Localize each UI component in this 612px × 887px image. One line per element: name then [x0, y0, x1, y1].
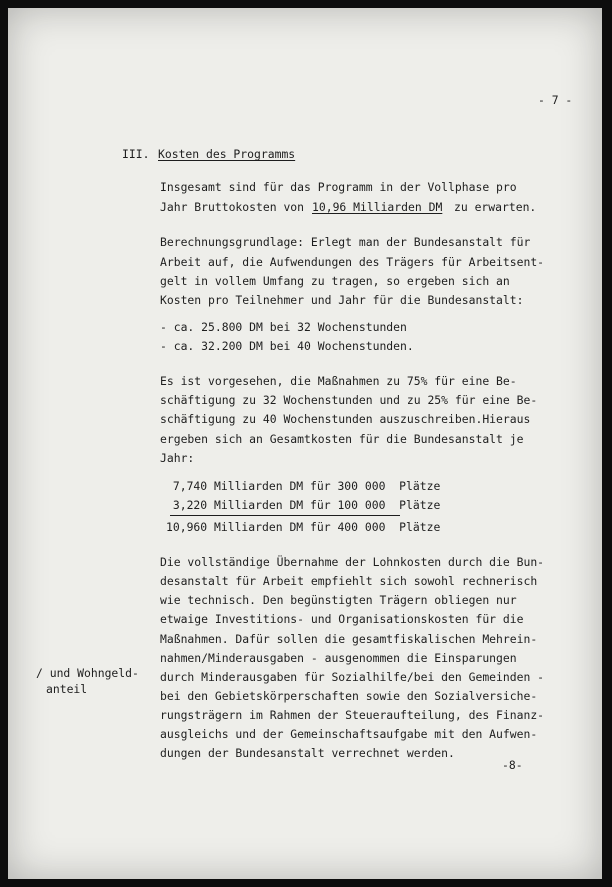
para4-line-6: nahmen/Minderausgaben - ausgenommen die Einsparungen [160, 651, 517, 665]
para3-line-1: Es ist vorgesehen, die Maßnahmen zu 75% für eine Be- [160, 374, 517, 388]
para4-line-10: ausgleichs und der Gemeinschaftsaufgabe mit den Aufwen- [160, 727, 538, 741]
total-cost-highlight: 10,96 Milliarden DM [312, 200, 443, 214]
margin-note-line-1: / und Wohngeld- [36, 666, 139, 680]
cost-table-total-row: 10,960 Milliarden DM für 400 000 Plätze [166, 520, 441, 534]
cost-table-row-1: 7,740 Milliarden DM für 300 000 Plätze [166, 479, 441, 493]
para4-line-9: rungsträgern im Rahmen der Steueraufteilung, des Finanz- [160, 708, 545, 722]
cost-table-row-2: 3,220 Milliarden DM für 100 000 Plätze [166, 498, 441, 512]
para2-line-2: Arbeit auf, die Aufwendungen des Trägers für Arbeitsent- [160, 255, 545, 269]
para3-line-2: schäftigung zu 32 Wochenstunden und zu 25% für eine Be- [160, 393, 538, 407]
list-item-1: - ca. 25.800 DM bei 32 Wochenstunden [160, 320, 407, 334]
margin-note-line-2: anteil [46, 682, 88, 696]
para4-line-4: etwaige Investitions- und Organisationskosten für die [160, 612, 524, 626]
cost-table-sum-rule [170, 515, 400, 516]
document-page [8, 8, 602, 879]
para2-line-3: gelt in vollem Umfang zu tragen, so ergeben sich an [160, 274, 510, 288]
para3-line-3: schäftigung zu 40 Wochenstunden auszuschreiben.Hieraus [160, 412, 531, 426]
section-title: Kosten des Programms [158, 147, 296, 161]
page-number-bottom: -8- [502, 758, 523, 772]
para3-line-5: Jahr: [160, 451, 195, 465]
para4-line-2: desanstalt für Arbeit empfiehlt sich sowohl rechnerisch [160, 574, 538, 588]
para4-line-8: bei den Gebietskörperschaften sowie den Sozialversiche- [160, 689, 538, 703]
para4-line-1: Die vollständige Übernahme der Lohnkosten durch die Bun- [160, 555, 545, 569]
para3-line-4: ergeben sich an Gesamtkosten für die Bundesanstalt je [160, 432, 524, 446]
para1-line-1: Insgesamt sind für das Programm in der Vollphase pro [160, 180, 517, 194]
page-number-top: - 7 - [538, 93, 573, 107]
list-item-2: - ca. 32.200 DM bei 40 Wochenstunden. [160, 339, 414, 353]
para2-line-4: Kosten pro Teilnehmer und Jahr für die Bundesanstalt: [160, 293, 524, 307]
para1-line-2a: Jahr Bruttokosten von [160, 200, 305, 214]
para4-line-5: Maßnahmen. Dafür sollen die gesamtfiskalischen Mehrein- [160, 632, 538, 646]
section-number: III. [122, 147, 150, 161]
para2-line-1: Berechnungsgrundlage: Erlegt man der Bundesanstalt für [160, 235, 531, 249]
para4-line-3: wie technisch. Den begünstigten Trägern obliegen nur [160, 593, 517, 607]
para4-line-11: dungen der Bundesanstalt verrechnet werden. [160, 746, 455, 760]
para4-line-7: durch Minderausgaben für Sozialhilfe/bei den Gemeinden - [160, 670, 545, 684]
para1-line-2b: zu erwarten. [454, 200, 537, 214]
